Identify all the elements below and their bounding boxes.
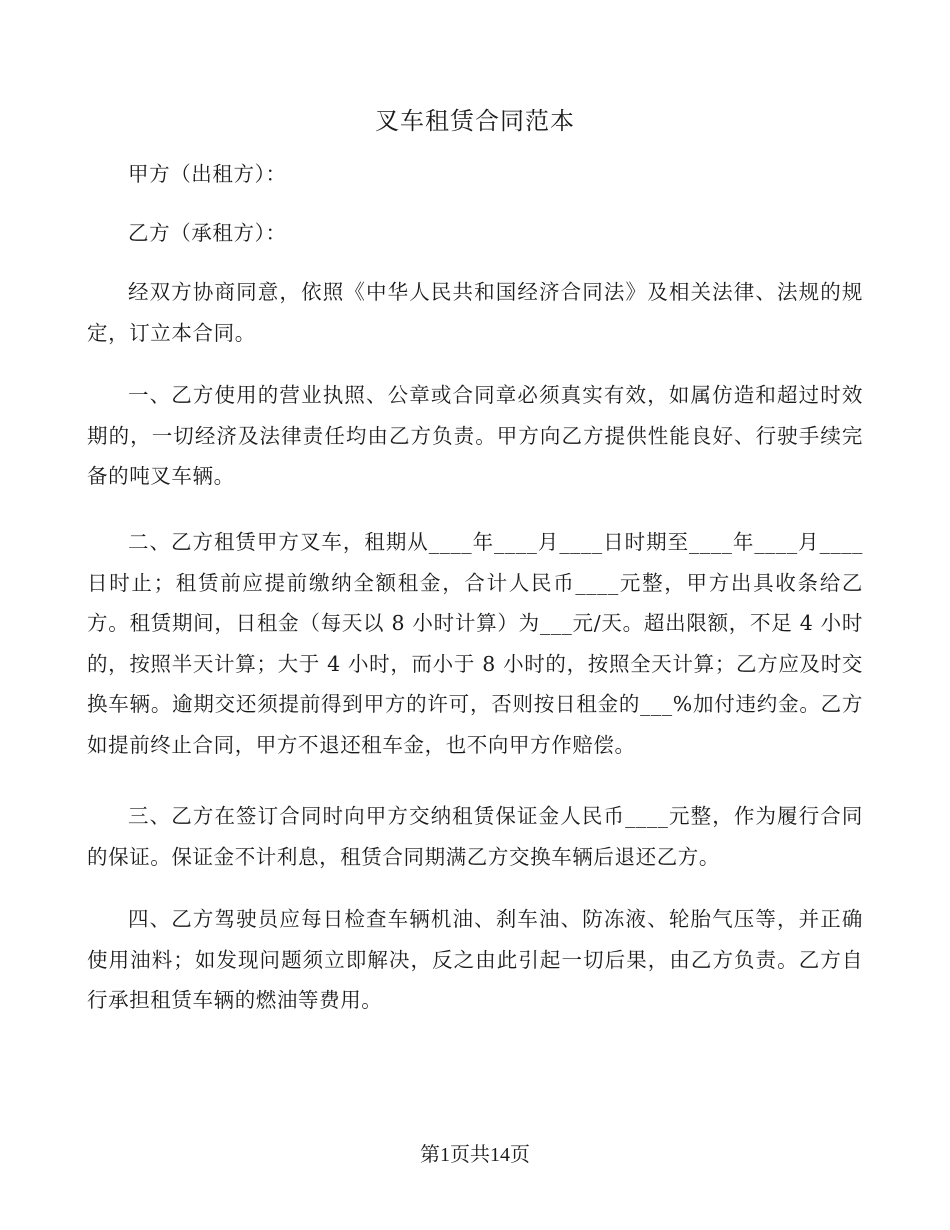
clause-2-paragraph (87, 522, 863, 765)
clause-3-paragraph (87, 796, 863, 877)
clause-4-text: 四、乙方驾驶员应每日检查车辆机油、刹车油、防冻液、轮胎气压等，并正确使用油料；如发现问题须立即解决，反之由此引起一切后果，由乙方负责。乙方自行承担租赁车辆的燃油等费用。 (87, 907, 863, 1012)
party-b-line (87, 213, 863, 254)
page-number: 第1页共14页 (420, 1144, 530, 1166)
preamble-paragraph (87, 272, 863, 353)
clause-4-paragraph (87, 899, 863, 1021)
preamble-text: 经双方协商同意，依照《中华人民共和国经济合同法》及相关法律、法规的规定，订立本合同。 (87, 280, 863, 345)
clause-1-paragraph (87, 375, 863, 497)
party-a-label: 甲方（出租方）： (128, 162, 287, 186)
party-a-line (87, 154, 863, 195)
party-b-label: 乙方（承租方）： (128, 221, 287, 245)
clause-2-text: 二、乙方租赁甲方叉车，租期从____年____月____日时期至____年____月____日时止；租赁前应提前缴纳全额租金，合计人民币____元整，甲方出具收条给乙方。租赁期间，日租金（每天以 8 小时计算）为___元/天。超出限额，不足 4 小时的，按照半天计算；大于 4 小时，而小于 8 小时的，按照全天计算；乙方应及时交换车辆。逾期交还须提前得到甲方的许可，否则按日租金的___%加付违约金。乙方如提前终止合同，甲方不退还租车金，也不向甲方作赔偿。 (87, 530, 863, 757)
clause-1-text: 一、乙方使用的营业执照、公章或合同章必须真实有效，如属仿造和超过时效期的，一切经济及法律责任均由乙方负责。甲方向乙方提供性能良好、行驶手续完备的吨叉车辆。 (87, 383, 863, 488)
clause-3-text: 三、乙方在签订合同时向甲方交纳租赁保证金人民币____元整，作为履行合同的保证。保证金不计利息，租赁合同期满乙方交换车辆后退还乙方。 (87, 804, 863, 869)
document-title: 叉车租赁合同范本 (375, 107, 575, 135)
